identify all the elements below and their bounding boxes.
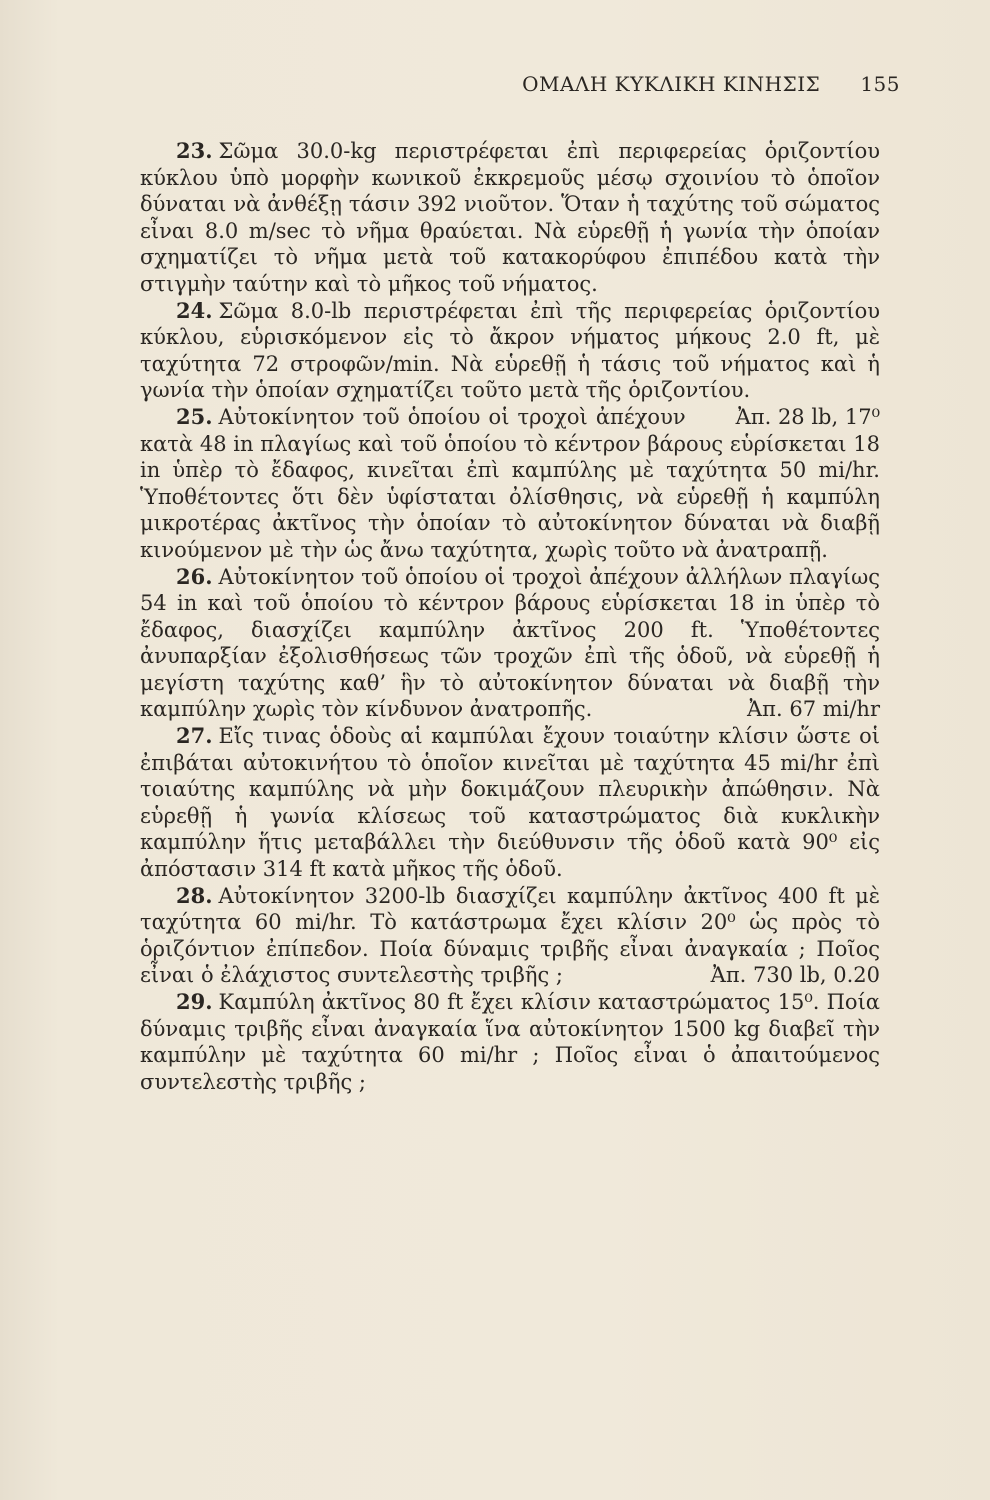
problem-number: 29. (176, 989, 213, 1014)
problem-text: Σῶμα 30.0-kg περιστρέφεται ἐπὶ περιφερείας ὁριζοντίου κύκλου ὑπὸ μορφὴν κωνικοῦ ἐκκρεμοῦς μέσῳ σχοινίου τὸ ὁποῖον δύναται νὰ ἀνθέξῃ τάσιν 392 νιοῦτον. Ὅταν ἡ ταχύτης τοῦ σώματος εἶναι 8.0 m/sec τὸ νῆμα θραύεται. Νὰ εὑρεθῇ ἡ γωνία τὴν ὁποίαν σχηματίζει τὸ νῆμα μετὰ τοῦ κατακορύφου ἐπιπέδου κατὰ τὴν στιγμὴν ταύτην καὶ τὸ μῆκος τοῦ νήματος. (140, 139, 880, 296)
page-number: 155 (860, 72, 900, 96)
problem-23 (140, 138, 880, 298)
problem-text: Καμπύλη ἀκτῖνος 80 ft ἔχει κλίσιν καταστρώματος 15⁰. Ποία δύναμις τριβῆς εἶναι ἀναγκαία ἵνα αὐτοκίνητον 1500 kg διαβεῖ τὴν καμπύλην μὲ ταχύτητα 60 mi/hr ; Ποῖος εἶναι ὁ ἀπαιτούμενος συντελεστὴς τριβῆς ; (140, 990, 880, 1094)
problem-number: 26. (176, 563, 213, 589)
problem-text: Σῶμα 8.0-lb περιστρέφεται ἐπὶ τῆς περιφερείας ὁριζοντίου κύκλου, εὑρισκόμενον εἰς τὸ ἄκρον νήματος μήκους 2.0 ft, μὲ ταχύτητα 72 στροφῶν/min. Νὰ εὑρεθῇ ἡ τάσις τοῦ νήματος καὶ ἡ γωνία τὴν ὁποίαν σχηματίζει τοῦτο μετὰ τῆς ὁριζοντίου. (140, 298, 880, 403)
problem-text: Αὐτοκίνητον 3200-lb διασχίζει καμπύλην ἀκτῖνος 400 ft μὲ ταχύτητα 60 mi/hr. Τὸ κατάστρωμα ἔχει κλίσιν 20⁰ ὡς πρὸς τὸ ὁριζόντιον ἐπίπεδον. Ποία δύναμις τριβῆς εἶναι ἀναγκαία ; Ποῖος εἶναι ὁ ἐλάχιστος συντελεστὴς τριβῆς ; (140, 883, 880, 988)
problem-answer: Ἀπ. 730 lb, 0.20 (710, 963, 880, 988)
problem-number: 25. (176, 403, 213, 429)
problem-text: Αὐτοκίνητον τοῦ ὁποίου οἱ τροχοὶ ἀπέχουν κατὰ 48 in πλαγίως καὶ τοῦ ὁποίου τὸ κέντρον βάρους εὑρίσκεται 18 in ὑπὲρ τὸ ἔδαφος, κινεῖται ἐπὶ καμπύλης μὲ ταχύτητα 50 mi/hr. Ὑποθέτοντες ὅτι δὲν ὑφίσταται ὀλίσθησις, νὰ εὑρεθῇ ἡ καμπύλη μικροτέρας ἀκτῖνος τὴν ὁποίαν τὸ αὐτοκίνητον δύναται νὰ διαβῇ κινούμενον μὲ τὴν ὡς ἄνω ταχύτητα, χωρὶς τοῦτο νὰ ἀνατραπῇ. (140, 404, 880, 562)
problem-answer: Ἀπ. 67 mi/hr (747, 697, 880, 722)
running-header (140, 72, 900, 96)
problem-text: Εἴς τινας ὁδοὺς αἱ καμπύλαι ἔχουν τοιαύτην κλίσιν ὥστε οἱ ἐπιβάται αὐτοκινήτου τὸ ὁποῖον κινεῖται μὲ ταχύτητα 45 mi/hr ἐπὶ τοιαύτης καμπύλης νὰ μὴν δοκιμάζουν πλευρικὴν ἀπώθησιν. Νὰ εὑρεθῇ ἡ γωνία κλίσεως τοῦ καταστρώματος διὰ κυκλικὴν καμπύλην ἥτις μεταβάλλει τὴν διεύθυνσιν τῆς ὁδοῦ κατὰ 90⁰ εἰς ἀπόστασιν 314 ft κατὰ μῆκος τῆς ὁδοῦ. (140, 724, 880, 882)
problem-number: 24. (176, 297, 213, 323)
problem-text: Αὐτοκίνητον τοῦ ὁποίου οἱ τροχοὶ ἀπέχουν ἀλλήλων πλαγίως 54 in καὶ τοῦ ὁποίου τὸ κέντρον βάρους εὑρίσκεται 18 in ὑπὲρ τὸ ἔδαφος, διασχίζει καμπύλην ἀκτῖνος 200 ft. Ὑποθέτοντες ἀνυπαρξίαν ἐξολισθήσεως τῶν τροχῶν ἐπὶ τῆς ὁδοῦ, νὰ εὑρεθῇ ἡ μεγίστη ταχύτης καθ’ ἣν τὸ αὐτοκίνητον δύναται νὰ διαβῇ τὴν καμπύλην χωρὶς τὸν κίνδυνον ἀνατροπῆς. (140, 564, 880, 722)
problem-27 (140, 723, 880, 883)
problem-number: 28. (176, 882, 213, 908)
chapter-title: ΟΜΑΛΗ ΚΥΚΛΙΚΗ ΚΙΝΗΣΙΣ (522, 72, 821, 96)
problem-list (140, 138, 880, 1095)
problem-29 (140, 989, 880, 1095)
problem-28 (140, 883, 880, 989)
problem-number: 23. (176, 138, 213, 163)
problem-26 (140, 564, 880, 724)
problem-answer: Ἀπ. 28 lb, 17⁰ (735, 404, 880, 429)
problem-number: 27. (176, 723, 213, 749)
